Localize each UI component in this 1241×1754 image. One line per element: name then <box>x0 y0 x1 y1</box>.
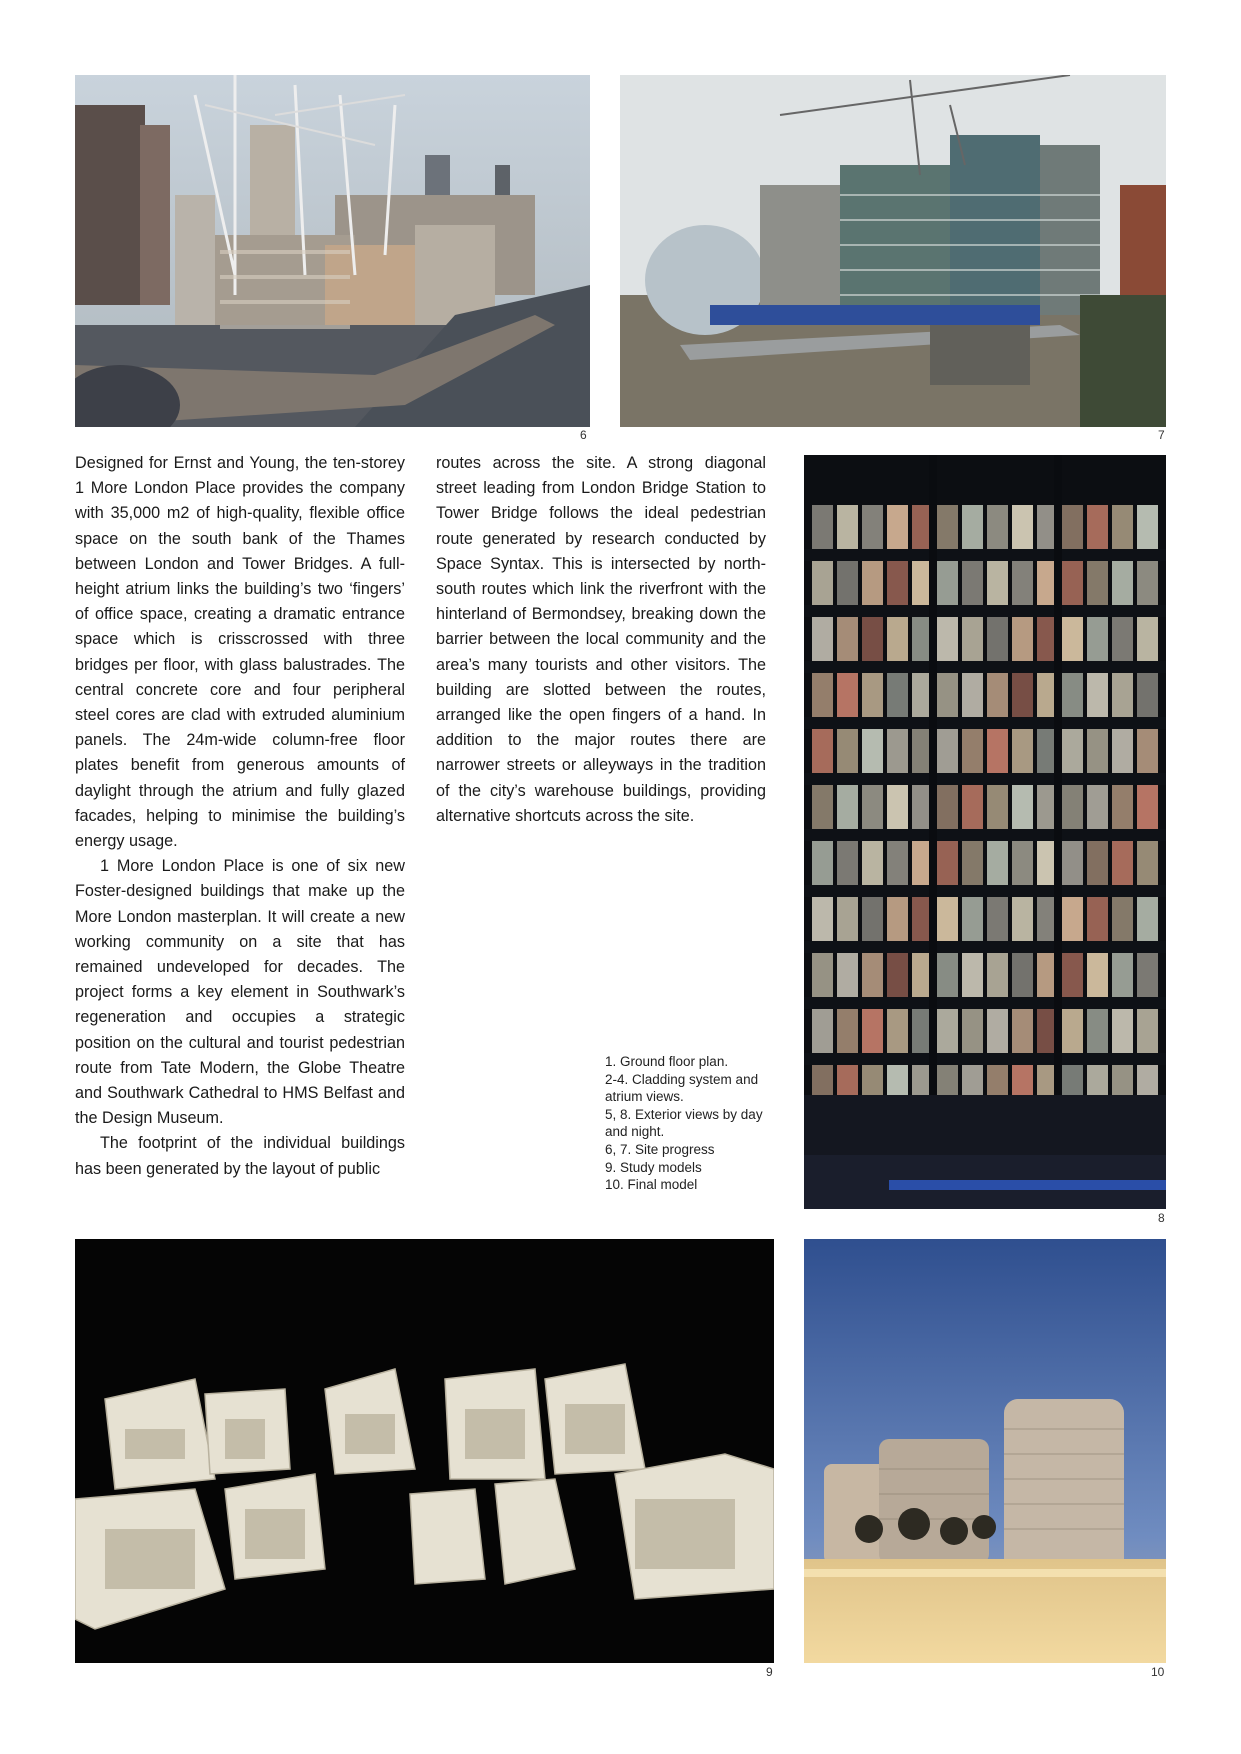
caption: 1. Ground floor plan. <box>605 1054 729 1069</box>
figure-captions <box>605 1053 775 1194</box>
caption: 9. Study models <box>605 1159 702 1175</box>
photo-number-7: 7 <box>1158 428 1165 442</box>
photo-number-6: 6 <box>580 428 587 442</box>
caption: 10. Final model <box>605 1177 698 1193</box>
photo-number-8: 8 <box>1158 1211 1165 1225</box>
paragraph: routes across the site. A strong diagonal street leading from London Bridge Station to Tower Bridge follows the ideal pedestrian route generated by research conducted by Space Syntax. This is intersected by north-south routes which link the riverfront with the hinterland of Bermondsey, breaking down the barrier between the local community and the area’s many tourists and other visitors. The building are slotted between the routes, arranged like the open fingers of a hand. In addition to the major routes there are narrower streets or alleyways in the tradition of the city’s warehouse buildings, providing alternative shortcuts across the site. <box>436 454 766 825</box>
paragraph: The footprint of the individual buildings has been generated by the layout of public <box>75 1134 405 1178</box>
caption: 6, 7. Site progress <box>605 1141 715 1157</box>
photo-9-study-models <box>75 1239 774 1663</box>
paragraph: 1 More London Place is one of six new Foster-designed buildings that make up the More London masterplan. It will create a new working community on a site that has remained undeveloped for decades. The project forms a key element in Southwark’s regeneration and occupies a strategic position on the cultural and tourist pedestrian route from Tate Modern, the Globe Theatre and Southwark Cathedral to HMS Belfast and the Design Museum. <box>75 857 405 1128</box>
photo-8-night-facade <box>804 455 1166 1209</box>
photo-number-9: 9 <box>766 1665 773 1679</box>
paragraph: Designed for Ernst and Young, the ten-storey 1 More London Place provides the company with 35,000 m2 of high-quality, flexible office space on the south bank of the Thames between London and Tower Bridges. A full-height atrium links the building’s two ‘fingers’ of office space, creating a dramatic entrance space which is crisscrossed with three bridges per floor, with glass balustrades. The central concrete core and four peripheral steel cores are clad with extruded aluminium panels. The 24m-wide column-free floor plates benefit from generous amounts of daylight through the atrium and fully glazed facades, helping to minimise the building’s energy usage. <box>75 454 405 851</box>
photo-7-riverside-buildings <box>620 75 1166 427</box>
photo-number-10: 10 <box>1151 1665 1165 1679</box>
text-column-middle <box>436 451 766 829</box>
photo-10-final-model <box>804 1239 1166 1663</box>
caption: 5, 8. Exterior views by day and night. <box>605 1106 763 1140</box>
photo-6-construction <box>75 75 590 427</box>
text-column-left <box>75 451 405 1182</box>
caption: 2-4. Cladding system and atrium views. <box>605 1071 759 1105</box>
